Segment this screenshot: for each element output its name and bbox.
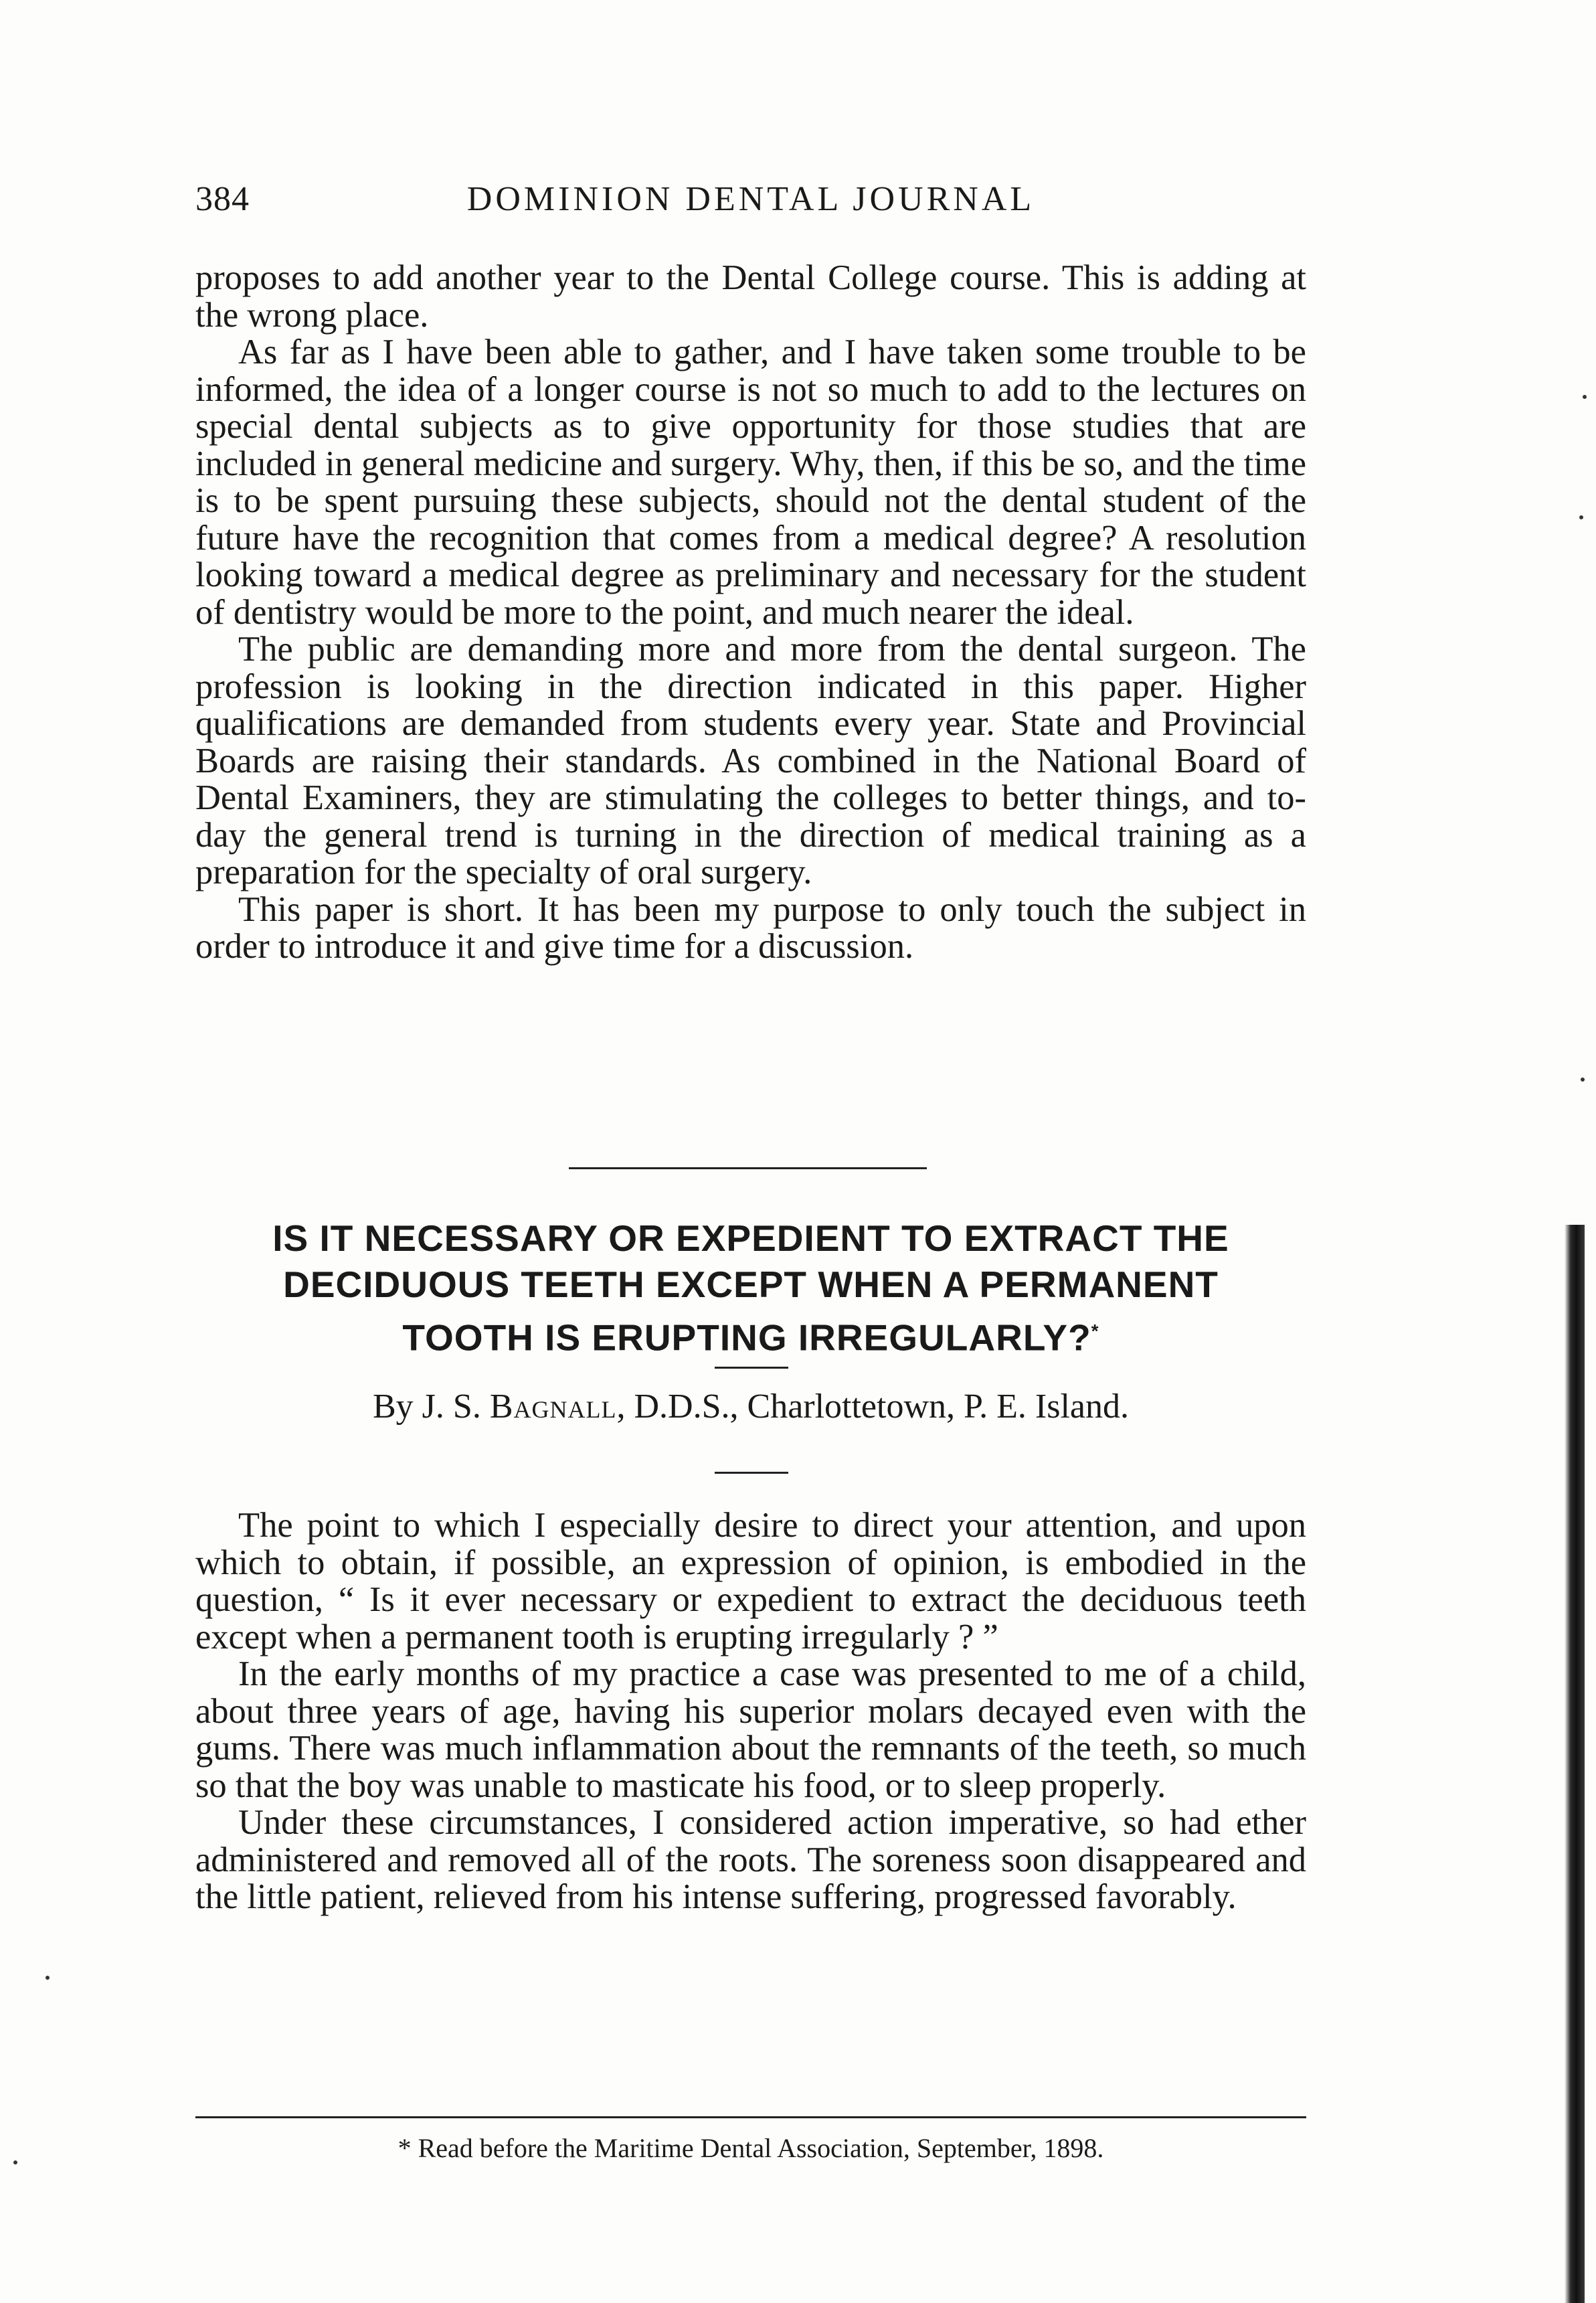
journal-title: DOMINION DENTAL JOURNAL <box>466 180 1035 218</box>
paragraph: As far as I have been able to gather, and I have taken some trouble to be informed, the idea of a longer course is not so much to add to the lectures on special dental subjects as to give opportunity for those studies that are included in general medicine and surgery. Why, then, if this be so, and the time is to be spent pursuing these subjects, should not the dental student of the future have the recognition that comes from a medical degree? A resolution looking toward a medical degree as preliminary and necessary for the student of dentistry would be more to the point, and much nearer the ideal. <box>195 333 1306 632</box>
footnote-marker: * <box>1091 1320 1099 1341</box>
section-divider <box>569 1167 927 1169</box>
byline-prefix: By J. S. <box>372 1387 490 1426</box>
paragraph-continued: proposes to add another year to the Dental College course. This is adding at the wrong place. <box>195 258 1306 335</box>
article-title-text: TOOTH IS ERUPTING IRREGULARLY? <box>402 1316 1091 1359</box>
scan-speck <box>1581 1078 1585 1082</box>
running-header <box>195 179 1306 226</box>
scan-speck <box>1579 515 1583 519</box>
scan-speck <box>13 2160 17 2164</box>
article-title-line: IS IT NECESSARY OR EXPEDIENT TO EXTRACT THE <box>272 1217 1229 1259</box>
binding-edge-shadow <box>1565 1225 1585 2303</box>
article-title-line: DECIDUOUS TEETH EXCEPT WHEN A PERMANENT <box>283 1264 1219 1305</box>
footnote-rule <box>195 2116 1306 2118</box>
author-name: Bagnall <box>489 1387 617 1426</box>
paragraph: This paper is short. It has been my purpose to only touch the subject in order to introduce it and give time for a discussion. <box>195 889 1306 966</box>
article-title <box>175 1215 1326 1361</box>
byline-rule-top <box>715 1367 788 1369</box>
scan-speck <box>46 1976 50 1980</box>
paragraph: Under these circumstances, I considered action imperative, so had ether administered and removed all of the roots. The soreness soon disappeared and the little patient, relieved from his intense suffering, progressed favorably. <box>195 1803 1306 1916</box>
page-number: 384 <box>195 180 250 218</box>
article-title-line <box>175 1308 1326 1361</box>
paragraph: The public are demanding more and more from the dental surgeon. The profession is looking in the direction indicated in this paper. Higher qualifications are demanded from students every year. State and Provincial Boards are raising their standards. As combined in the National Board of Dental Examiners, they are stimulating the colleges to better things, and to-day the general trend is turning in the direction of medical training as a preparation for the specialty of oral surgery. <box>195 630 1306 891</box>
footnote: * Read before the Maritime Dental Association, September, 1898. <box>397 2133 1104 2163</box>
byline-suffix: , D.D.S., Charlottetown, P. E. Island. <box>616 1387 1130 1426</box>
article-body <box>195 1507 1306 1916</box>
byline-rule-bottom <box>715 1472 788 1474</box>
scan-speck <box>1583 395 1587 399</box>
byline <box>195 1387 1306 1426</box>
paragraph: The point to which I especially desire to direct your attention, and upon which to obtain, if possible, an expression of opinion, is embodied in the question, “ Is it ever necessary or expedient to extract the deciduous teeth except when a permanent tooth is erupting irregularly ? ” <box>195 1506 1306 1656</box>
continued-text <box>195 260 1306 966</box>
paragraph: In the early months of my practice a case was presented to me of a child, about three years of age, having his superior molars decayed even with the gums. There was much inflammation about the remnants of the teeth, so much so that the boy was unable to masticate his food, or to sleep properly. <box>195 1654 1306 1805</box>
